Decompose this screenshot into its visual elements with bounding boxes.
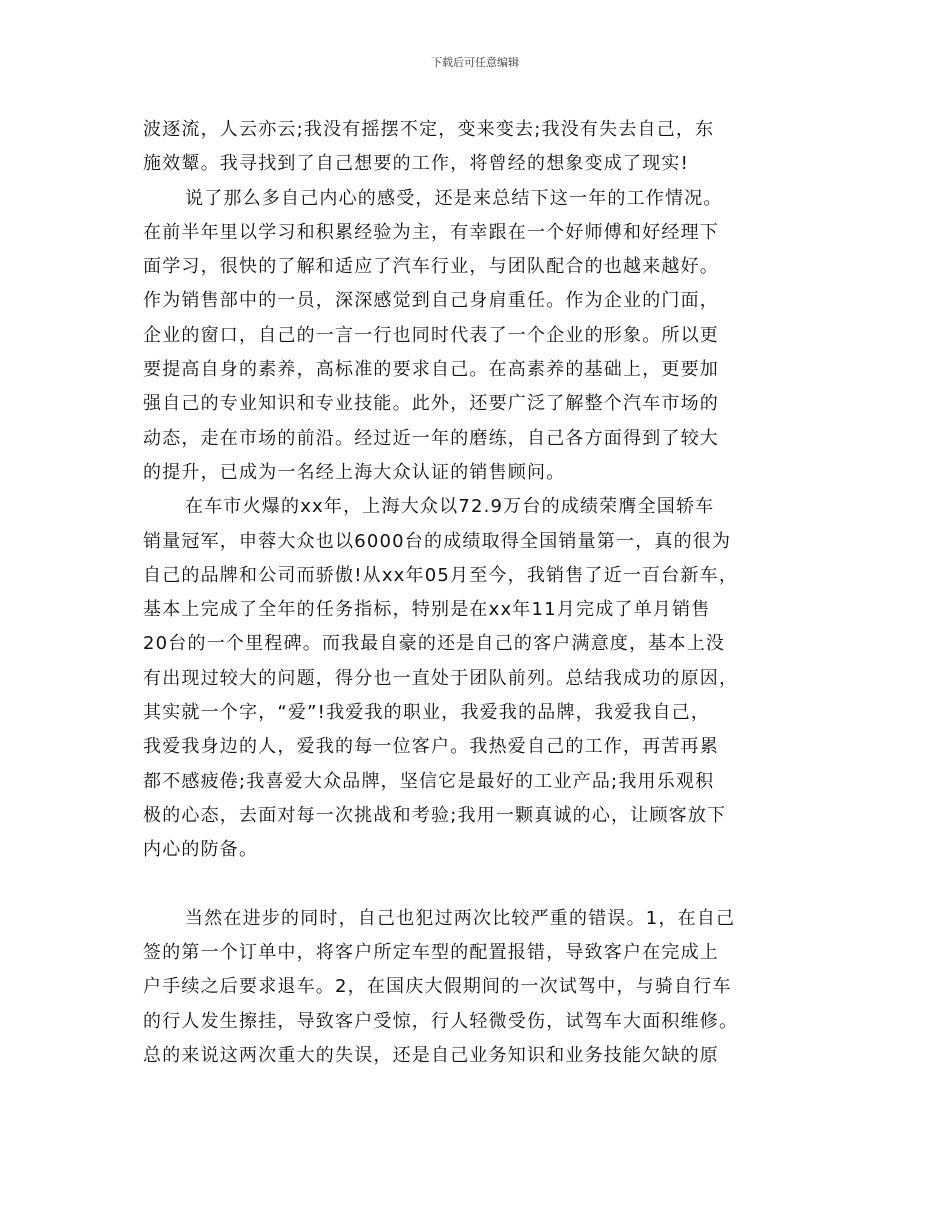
text-line: 自己的品牌和公司而骄傲!从xx年05月至今，我销售了近一百台新车， — [143, 564, 739, 586]
text-line: 基本上完成了全年的任务指标，特别是在xx年11月完成了单月销售 — [143, 599, 711, 621]
text-line: 户手续之后要求退车。2，在国庆大假期间的一次试驾中，与骑自行车 — [143, 976, 732, 998]
text-line: 波逐流，人云亦云;我没有摇摆不定，变来变去;我没有失去自己，东 — [143, 119, 715, 140]
text-line — [143, 868, 815, 902]
text-line: 当然在进步的同时，自己也犯过两次比较严重的错误。1，在自己 — [185, 907, 736, 929]
text-line: 企业的窗口，自己的一言一行也同时代表了一个企业的形象。所以更 — [143, 324, 719, 346]
text-line: 其实就一个字，“爱”!我爱我的职业，我爱我的品牌，我爱我自己， — [143, 702, 711, 724]
text-line: 在前半年里以学习和积累经验为主，有幸跟在一个好师傅和好经理下 — [143, 221, 719, 243]
text-line: 都不感疲倦;我喜爱大众品牌，坚信它是最好的工业产品;我用乐观积 — [143, 770, 715, 792]
text-line: 的行人发生擦挂，导致客户受惊，行人轻微受伤，试驾车大面积维修。 — [143, 1010, 739, 1032]
text-line: 施效颦。我寻找到了自己想要的工作，将曾经的想象变成了现实! — [143, 153, 690, 175]
body-text — [143, 113, 815, 1073]
text-line: 强自己的专业知识和专业技能。此外，还要广泛了解整个汽车市场的 — [143, 393, 719, 415]
text-line: 在车市火爆的xx年，上海大众以72.9万台的成绩荣膺全国轿车 — [185, 496, 715, 518]
text-line: 有出现过较大的问题，得分也一直处于团队前列。总结我成功的原因， — [143, 667, 739, 689]
text-line: 作为销售部中的一员，深深感觉到自己身肩重任。作为企业的门面， — [143, 290, 719, 312]
text-line: 销量冠军，申蓉大众也以6000台的成绩取得全国销量第一，真的很为 — [143, 530, 732, 552]
text-line: 极的心态，去面对每一次挑战和考验;我用一颗真诚的心，让顾客放下 — [143, 804, 727, 826]
text-line: 面学习，很快的了解和适应了汽车行业，与团队配合的也越来越好。 — [143, 256, 719, 278]
text-line: 20台的一个里程碑。而我最自豪的还是自己的客户满意度，基本上没 — [143, 633, 726, 655]
text-line: 总的来说这两次重大的失误，还是自己业务知识和业务技能欠缺的原 — [143, 1045, 719, 1067]
page-header: 下载后可任意编辑 — [431, 56, 519, 69]
text-line: 我爱我身边的人，爱我的每一位客户。我热爱自己的工作，再苦再累 — [143, 736, 719, 758]
text-line: 说了那么多自己内心的感受，还是来总结下这一年的工作情况。 — [185, 187, 723, 209]
text-line: 的提升，已成为一名经上海大众认证的销售顾问。 — [143, 461, 566, 483]
text-line: 内心的防备。 — [143, 839, 259, 861]
text-line: 动态，走在市场的前沿。经过近一年的磨练，自己各方面得到了较大 — [143, 427, 719, 449]
text-line: 要提高自身的素养，高标准的要求自己。在高素养的基础上，更要加 — [143, 359, 719, 381]
text-line: 签的第一个订单中，将客户所定车型的配置报错，导致客户在完成上 — [143, 942, 719, 964]
